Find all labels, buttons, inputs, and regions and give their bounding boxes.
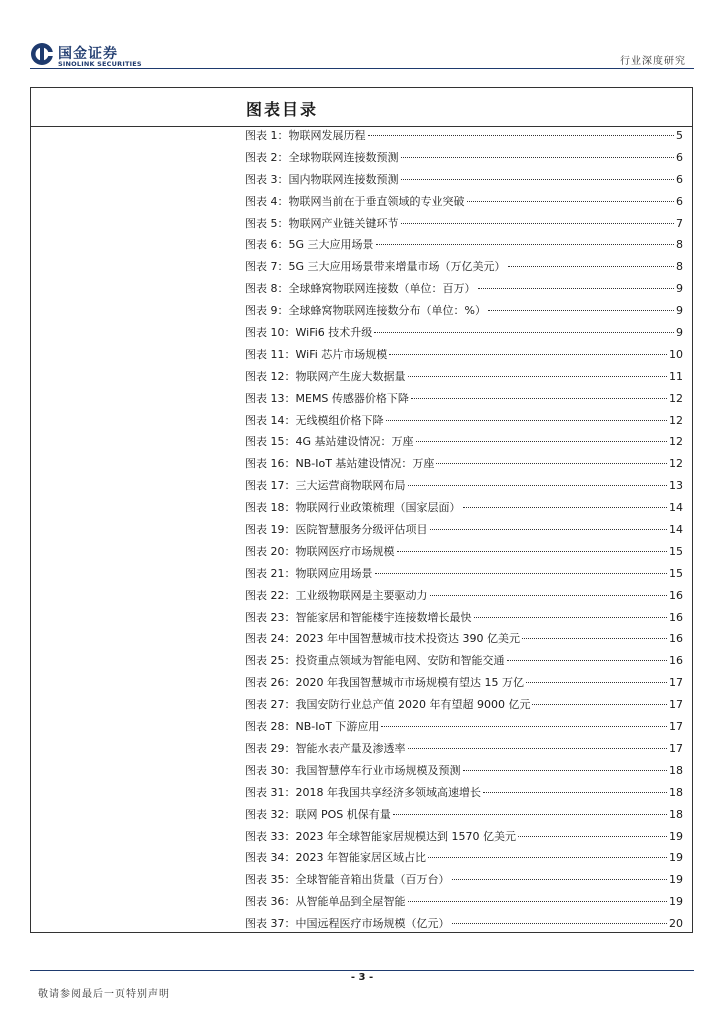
toc-entry-page: 7 bbox=[676, 216, 683, 230]
toc-entry[interactable] bbox=[245, 410, 683, 432]
toc-entry-title: 2023 年智能家居区域占比 bbox=[295, 851, 426, 865]
toc-entry[interactable] bbox=[245, 453, 683, 475]
logo-english-name: SINOLINK SECURITIES bbox=[58, 60, 142, 68]
toc-entry-page: 17 bbox=[669, 741, 683, 755]
toc-entry-leader bbox=[376, 244, 674, 245]
toc-entry-label: 图表 5： bbox=[245, 216, 289, 230]
toc-entry-page: 12 bbox=[669, 457, 683, 471]
toc-entry[interactable] bbox=[245, 891, 683, 913]
company-logo bbox=[30, 42, 140, 70]
toc-entry-page: 14 bbox=[669, 523, 683, 537]
toc-entry-label: 图表 15： bbox=[245, 435, 296, 449]
toc-entry-leader bbox=[452, 879, 668, 880]
toc-entry[interactable] bbox=[245, 366, 683, 388]
sinolink-logo-icon bbox=[30, 42, 54, 66]
toc-entry-leader bbox=[386, 420, 668, 421]
toc-entry[interactable] bbox=[245, 607, 683, 629]
toc-entry-title: 物联网当前在于垂直领域的专业突破 bbox=[288, 194, 465, 208]
toc-entry-leader bbox=[408, 485, 668, 486]
toc-entry[interactable] bbox=[245, 344, 683, 366]
toc-title-row bbox=[31, 88, 692, 127]
toc-entry[interactable] bbox=[245, 650, 683, 672]
toc-entry-label: 图表 1： bbox=[245, 129, 289, 142]
toc-entry-label: 图表 30： bbox=[245, 763, 296, 777]
toc-entry[interactable] bbox=[245, 804, 683, 826]
toc-entry-leader bbox=[381, 726, 667, 727]
toc-entry-label: 图表 17： bbox=[245, 479, 296, 493]
toc-entry[interactable] bbox=[245, 147, 683, 169]
toc-title: 图表目录 bbox=[246, 100, 319, 119]
toc-entry-leader bbox=[508, 266, 674, 267]
toc-entry-leader bbox=[522, 638, 667, 639]
toc-entry[interactable] bbox=[245, 628, 683, 650]
toc-entry-title: 物联网发展历程 bbox=[288, 129, 366, 142]
toc-entry[interactable] bbox=[245, 869, 683, 891]
toc-entry-page: 11 bbox=[669, 369, 683, 383]
toc-entry-leader bbox=[463, 507, 668, 508]
toc-entry-title: 物联网应用场景 bbox=[295, 566, 373, 580]
toc-entry-title: 国内物联网连接数预测 bbox=[288, 172, 399, 186]
toc-entry[interactable] bbox=[245, 913, 683, 935]
toc-entry-title: 2018 年我国共享经济多领域高速增长 bbox=[295, 785, 481, 799]
toc-entry[interactable] bbox=[245, 169, 683, 191]
toc-entry-title: NB-IoT 下游应用 bbox=[295, 720, 380, 734]
toc-entry-title: 我国智慧停车行业市场规模及预测 bbox=[295, 763, 461, 777]
toc-entry-label: 图表 32： bbox=[245, 807, 296, 821]
toc-entry-leader bbox=[452, 923, 668, 924]
toc-entry-label: 图表 6： bbox=[245, 238, 289, 252]
toc-entry-title: 全球智能音箱出货量（百万台） bbox=[295, 873, 450, 887]
toc-entry-page: 19 bbox=[669, 851, 683, 865]
toc-entry-page: 6 bbox=[676, 172, 683, 186]
page-number: - 3 - bbox=[350, 972, 374, 983]
toc-entry-title: 医院智慧服务分级评估项目 bbox=[295, 523, 428, 537]
toc-entry[interactable] bbox=[245, 694, 683, 716]
toc-entry-label: 图表 14： bbox=[245, 413, 296, 427]
toc-entry-page: 17 bbox=[669, 676, 683, 690]
footer-divider bbox=[30, 970, 694, 971]
toc-entry-label: 图表 27： bbox=[245, 698, 296, 712]
toc-entry[interactable] bbox=[245, 256, 683, 278]
toc-entry[interactable] bbox=[245, 278, 683, 300]
toc-entry-leader bbox=[408, 376, 668, 377]
toc-entry-label: 图表 10： bbox=[245, 326, 296, 340]
toc-entry[interactable] bbox=[245, 300, 683, 322]
toc-entry-leader bbox=[401, 179, 675, 180]
toc-entry-label: 图表 8： bbox=[245, 282, 289, 296]
toc-entry-leader bbox=[474, 617, 668, 618]
toc-entry-label: 图表 13： bbox=[245, 391, 296, 405]
toc-entry-page: 9 bbox=[676, 282, 683, 296]
toc-entry-title: 智能水表产量及渗透率 bbox=[295, 741, 406, 755]
toc-entry-title: 物联网产业链关键环节 bbox=[288, 216, 399, 230]
toc-entry-title: 投资重点领域为智能电网、安防和智能交通 bbox=[295, 654, 505, 668]
toc-entry[interactable] bbox=[245, 234, 683, 256]
toc-entry[interactable] bbox=[245, 213, 683, 235]
toc-entry-leader bbox=[428, 857, 667, 858]
toc-entry-title: 物联网行业政策梳理（国家层面） bbox=[295, 501, 461, 515]
toc-entry-title: 2020 年我国智慧城市市场规模有望达 15 万亿 bbox=[295, 676, 524, 690]
toc-entry-page: 12 bbox=[669, 391, 683, 405]
toc-entry-label: 图表 4： bbox=[245, 194, 289, 208]
toc-entry-leader bbox=[436, 463, 667, 464]
toc-entry[interactable] bbox=[245, 475, 683, 497]
toc-entry-page: 15 bbox=[669, 544, 683, 558]
logo-chinese-name: 国金证券 bbox=[58, 46, 118, 62]
toc-entry-page: 10 bbox=[669, 347, 683, 361]
toc-entry-leader bbox=[488, 310, 674, 311]
toc-entry-title: 2023 年中国智慧城市技术投资达 390 亿美元 bbox=[295, 632, 520, 646]
toc-entry-leader bbox=[532, 704, 667, 705]
toc-entry[interactable] bbox=[245, 322, 683, 344]
toc-entry-label: 图表 37： bbox=[245, 917, 296, 931]
toc-entry-page: 12 bbox=[669, 413, 683, 427]
toc-entry-leader bbox=[401, 223, 675, 224]
toc-entry-leader bbox=[416, 441, 667, 442]
toc-entry-label: 图表 18： bbox=[245, 501, 296, 515]
toc-entry-page: 13 bbox=[669, 479, 683, 493]
toc-entry-page: 18 bbox=[669, 763, 683, 777]
toc-entry-page: 6 bbox=[676, 194, 683, 208]
disclaimer-note: 敬请参阅最后一页特别声明 bbox=[38, 989, 170, 1000]
header-divider bbox=[30, 68, 694, 69]
toc-entry-label: 图表 23： bbox=[245, 610, 296, 624]
toc-entry[interactable] bbox=[245, 760, 683, 782]
toc-entry-title: 5G 三大应用场景 bbox=[288, 238, 374, 252]
toc-entry-page: 19 bbox=[669, 895, 683, 909]
toc-entry-title: 全球物联网连接数预测 bbox=[288, 150, 399, 164]
toc-entry-leader bbox=[430, 529, 668, 530]
toc-entry-leader bbox=[526, 682, 667, 683]
toc-entry-page: 6 bbox=[676, 150, 683, 164]
toc-entry-leader bbox=[463, 770, 668, 771]
toc-entry-label: 图表 11： bbox=[245, 347, 296, 361]
toc-entry-leader bbox=[389, 354, 667, 355]
toc-entry-leader bbox=[411, 398, 667, 399]
toc-entry-title: 4G 基站建设情况：万座 bbox=[295, 435, 414, 449]
toc-entry[interactable] bbox=[245, 497, 683, 519]
toc-entry[interactable] bbox=[245, 826, 683, 848]
toc-entry-label: 图表 20： bbox=[245, 544, 296, 558]
report-type: 行业深度研究 bbox=[620, 56, 686, 67]
toc-entry[interactable] bbox=[245, 672, 683, 694]
toc-entry[interactable] bbox=[245, 782, 683, 804]
toc-entry-page: 16 bbox=[669, 588, 683, 602]
toc-entry-title: WiFi6 技术升级 bbox=[295, 326, 373, 340]
toc-entry-label: 图表 31： bbox=[245, 785, 296, 799]
toc-entry-leader bbox=[483, 792, 667, 793]
toc-entry-label: 图表 29： bbox=[245, 741, 296, 755]
toc-entry-title: 我国安防行业总产值 2020 年有望超 9000 亿元 bbox=[295, 698, 531, 712]
toc-entry-title: NB-IoT 基站建设情况：万座 bbox=[295, 457, 435, 471]
toc-entry-label: 图表 19： bbox=[245, 523, 296, 537]
toc-entry-leader bbox=[397, 551, 668, 552]
toc-entry-page: 20 bbox=[669, 917, 683, 931]
toc-entry-title: 从智能单品到全屋智能 bbox=[295, 895, 406, 909]
toc-entry[interactable] bbox=[245, 563, 683, 585]
toc-entry-leader bbox=[393, 814, 667, 815]
toc-entry-title: 物联网产生庞大数据量 bbox=[295, 369, 406, 383]
toc-entry-label: 图表 12： bbox=[245, 369, 296, 383]
toc-entry-label: 图表 7： bbox=[245, 260, 289, 274]
toc-entry-label: 图表 34： bbox=[245, 851, 296, 865]
toc-entry-label: 图表 22： bbox=[245, 588, 296, 602]
toc-entry-title: 工业级物联网是主要驱动力 bbox=[295, 588, 428, 602]
toc-entry-title: 联网 POS 机保有量 bbox=[295, 807, 391, 821]
toc-entry-leader bbox=[408, 901, 668, 902]
toc-entry-label: 图表 24： bbox=[245, 632, 296, 646]
toc-entry-leader bbox=[507, 660, 668, 661]
toc-entry-page: 16 bbox=[669, 632, 683, 646]
toc-entry[interactable] bbox=[245, 585, 683, 607]
toc-entry-title: WiFi 芯片市场规模 bbox=[295, 347, 388, 361]
toc-list bbox=[245, 125, 683, 935]
toc-entry-leader bbox=[401, 157, 675, 158]
toc-entry-title: 中国远程医疗市场规模（亿元） bbox=[295, 917, 450, 931]
toc-entry-title: 物联网医疗市场规模 bbox=[295, 544, 395, 558]
toc-entry-title: 全球蜂窝物联网连接数（单位：百万） bbox=[288, 282, 476, 296]
toc-entry-leader bbox=[467, 201, 675, 202]
toc-entry-title: 2023 年全球智能家居规模达到 1570 亿美元 bbox=[295, 829, 516, 843]
toc-entry[interactable] bbox=[245, 738, 683, 760]
toc-entry-label: 图表 2： bbox=[245, 150, 289, 164]
toc-entry-page: 16 bbox=[669, 610, 683, 624]
toc-entry-label: 图表 35： bbox=[245, 873, 296, 887]
toc-entry-leader bbox=[478, 288, 675, 289]
toc-entry[interactable] bbox=[245, 431, 683, 453]
toc-entry-leader bbox=[430, 595, 668, 596]
toc-entry-page: 5 bbox=[676, 129, 683, 142]
toc-entry-label: 图表 9： bbox=[245, 304, 289, 318]
toc-entry-page: 14 bbox=[669, 501, 683, 515]
toc-entry-page: 17 bbox=[669, 698, 683, 712]
toc-entry[interactable] bbox=[245, 388, 683, 410]
toc-entry-leader bbox=[368, 135, 675, 136]
toc-entry-leader bbox=[518, 836, 667, 837]
toc-entry-page: 19 bbox=[669, 829, 683, 843]
toc-entry-label: 图表 36： bbox=[245, 895, 296, 909]
toc-entry-label: 图表 25： bbox=[245, 654, 296, 668]
toc-entry-label: 图表 21： bbox=[245, 566, 296, 580]
toc-entry-leader bbox=[408, 748, 668, 749]
toc-entry-title: 三大运营商物联网布局 bbox=[295, 479, 406, 493]
toc-entry-leader bbox=[374, 332, 674, 333]
toc-entry-page: 16 bbox=[669, 654, 683, 668]
toc-entry-label: 图表 3： bbox=[245, 172, 289, 186]
toc-entry-page: 9 bbox=[676, 326, 683, 340]
toc-entry-label: 图表 16： bbox=[245, 457, 296, 471]
toc-entry-leader bbox=[375, 573, 668, 574]
toc-entry-title: 无线模组价格下降 bbox=[295, 413, 384, 427]
toc-entry[interactable] bbox=[245, 125, 683, 147]
toc-frame bbox=[30, 87, 693, 933]
toc-entry-page: 18 bbox=[669, 785, 683, 799]
toc-entry-title: 智能家居和智能楼宇连接数增长最快 bbox=[295, 610, 472, 624]
toc-entry-label: 图表 33： bbox=[245, 829, 296, 843]
toc-entry-label: 图表 28： bbox=[245, 720, 296, 734]
toc-entry[interactable] bbox=[245, 191, 683, 213]
toc-entry[interactable] bbox=[245, 847, 683, 869]
toc-entry-title: 全球蜂窝物联网连接数分布（单位：%） bbox=[288, 304, 486, 318]
toc-entry-title: 5G 三大应用场景带来增量市场（万亿美元） bbox=[288, 260, 506, 274]
toc-entry-title: MEMS 传感器价格下降 bbox=[295, 391, 409, 405]
toc-entry-page: 19 bbox=[669, 873, 683, 887]
toc-entry[interactable] bbox=[245, 716, 683, 738]
toc-entry-page: 15 bbox=[669, 566, 683, 580]
toc-entry[interactable] bbox=[245, 519, 683, 541]
toc-entry[interactable] bbox=[245, 541, 683, 563]
toc-entry-label: 图表 26： bbox=[245, 676, 296, 690]
toc-entry-page: 9 bbox=[676, 304, 683, 318]
toc-entry-page: 8 bbox=[676, 238, 683, 252]
toc-entry-page: 8 bbox=[676, 260, 683, 274]
toc-entry-page: 17 bbox=[669, 720, 683, 734]
toc-entry-page: 12 bbox=[669, 435, 683, 449]
toc-entry-page: 18 bbox=[669, 807, 683, 821]
